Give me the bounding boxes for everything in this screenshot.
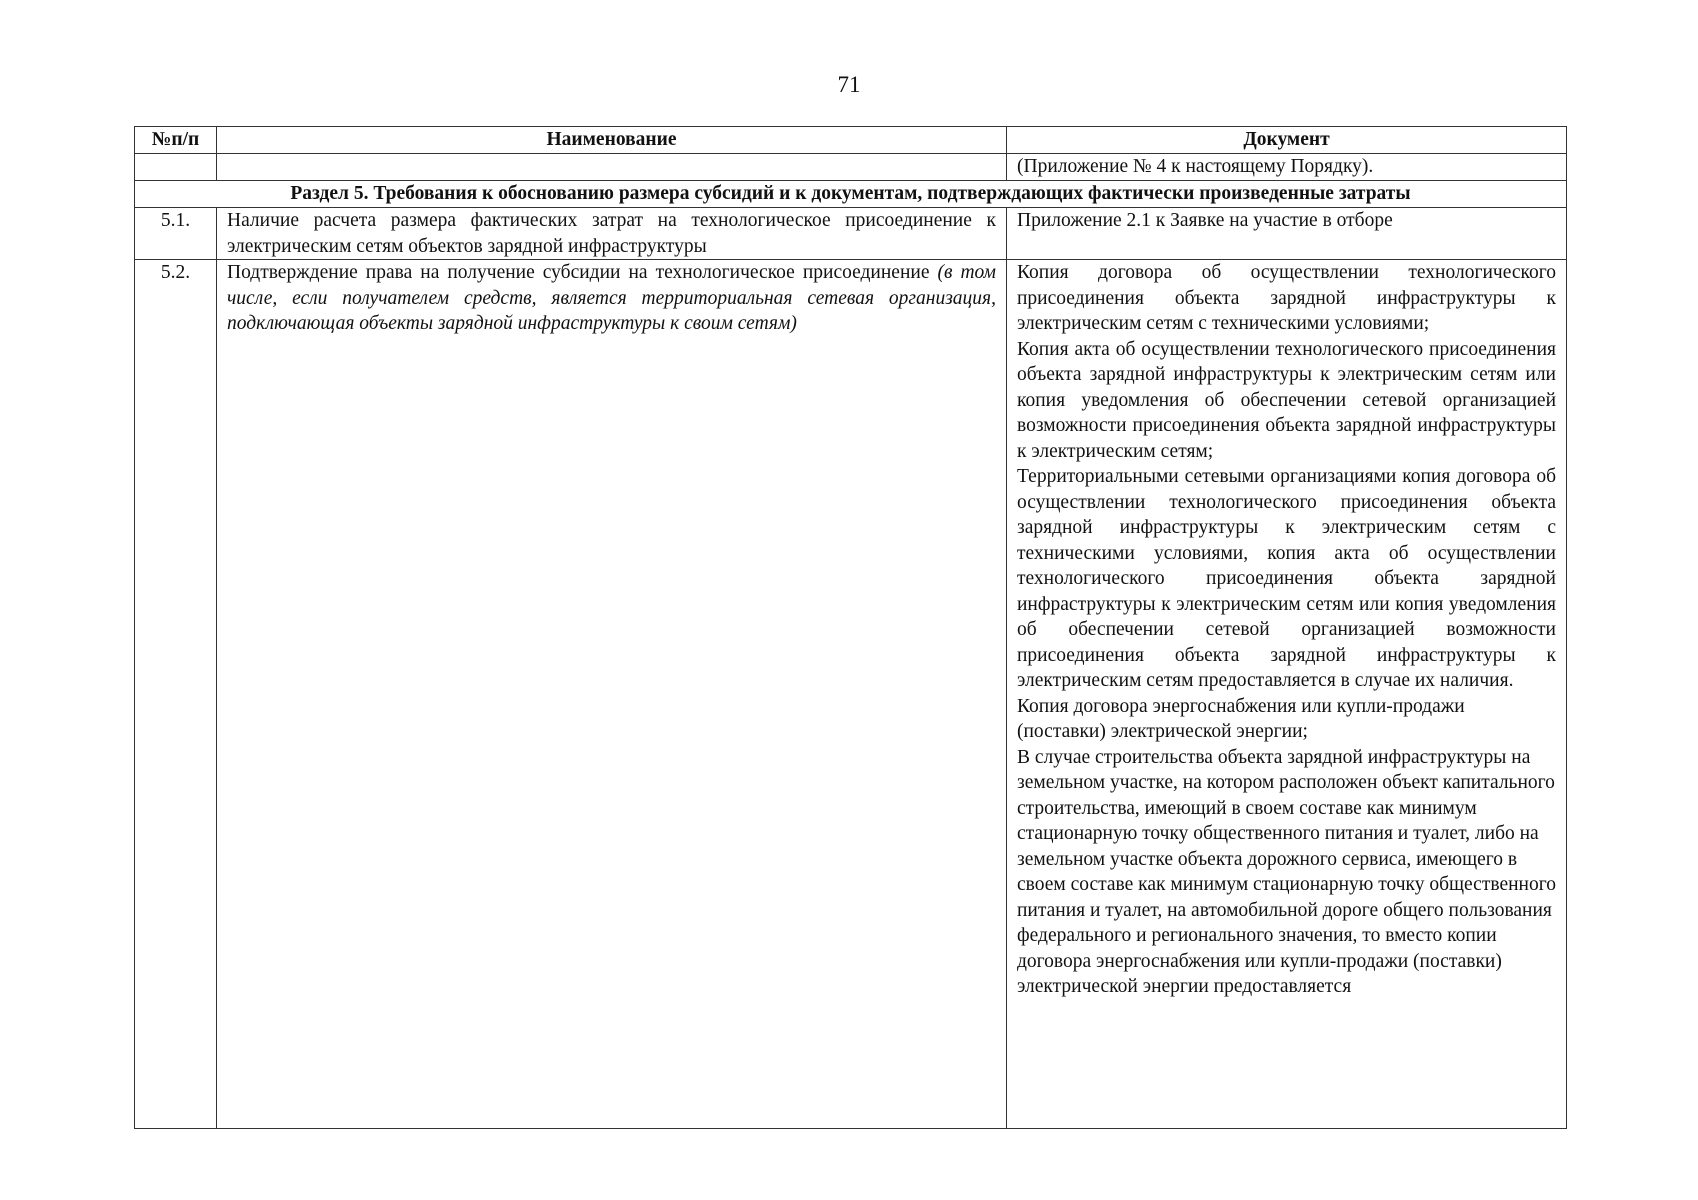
continued-row (135, 154, 1567, 181)
row-document (1007, 260, 1567, 1129)
row-name-italic-note: (в том числе, если получателем средств, является территориальная сетевая организация, подключающая объекты зарядной инфраструктуры к своим сетям) (227, 262, 997, 334)
document-paragraph: Территориальными сетевыми организациями копия договора об осуществлении технологического присоединения объекта зарядной инфраструктуры к электрическим сетям с техническими условиями, копия акта об осуществлении технологического присоединения объекта зарядной инфраструктуры к электрическим сетям или копия уведомления об обеспечении сетевой организацией возможности присоединения объекта зарядной инфраструктуры к электрическим сетям предоставляется в случае их наличия. (1017, 466, 1556, 691)
document-paragraph: В случае строительства объекта зарядной инфраструктуры на земельном участке, на котором расположен объект капитального строительства, имеющий в своем составе как минимум стационарную точку общественного питания и туалет, либо на земельном участке объекта дорожного сервиса, имеющего в своем составе как минимум стационарную точку общественного питания и туалет, на автомобильной дороге общего пользования федерального и регионального значения, то вместо копии договора энергоснабжения или купли-продажи (поставки) электрической энергии предоставляется (1017, 746, 1556, 997)
requirements-table (134, 126, 1567, 1129)
section-row (135, 181, 1567, 208)
row-number: 5.1. (135, 208, 217, 260)
row-name: Наличие расчета размера фактических затрат на технологическое присоединение к электрическим сетям объектов зарядной инфраструктуры (217, 208, 1007, 260)
header-document: Документ (1007, 127, 1567, 154)
table-row (135, 260, 1567, 1129)
continued-row-number (135, 154, 217, 181)
row-name-plain: Подтверждение права на получение субсидии на технологическое присоединение (227, 262, 930, 283)
row-document: Приложение 2.1 к Заявке на участие в отборе (1007, 208, 1567, 260)
continued-row-name (217, 154, 1007, 181)
section-title: Раздел 5. Требования к обоснованию размера субсидий и к документам, подтверждающих фактически произведенные затраты (135, 181, 1567, 208)
row-name (217, 260, 1007, 1129)
continued-row-document: (Приложение № 4 к настоящему Порядку). (1007, 154, 1567, 181)
header-number: №п/п (135, 127, 217, 154)
table-header-row (135, 127, 1567, 154)
table-row (135, 208, 1567, 260)
header-name: Наименование (217, 127, 1007, 154)
row-number: 5.2. (135, 260, 217, 1129)
page-number: 71 (837, 72, 861, 97)
document-paragraph: Копия договора об осуществлении технологического присоединения объекта зарядной инфраструктуры к электрическим сетям с техническими условиями; (1017, 262, 1556, 334)
document-paragraph: Копия акта об осуществлении технологического присоединения объекта зарядной инфраструктуры к электрическим сетям или копия уведомления об обеспечении сетевой организацией возможности присоединения объекта зарядной инфраструктуры к электрическим сетям; (1017, 338, 1556, 462)
document-paragraph: Копия договора энергоснабжения или купли-продажи (поставки) электрической энергии; (1017, 695, 1465, 742)
